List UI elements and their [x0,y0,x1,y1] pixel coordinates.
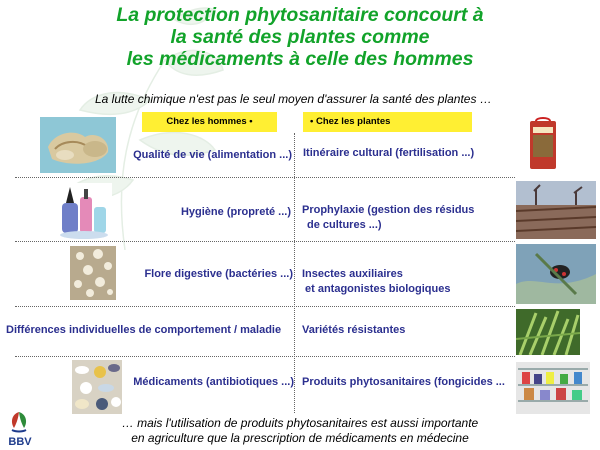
column-divider [294,133,295,413]
row-1-plantes: Itinéraire cultural (fertilisation ...) [303,147,475,159]
toiletries-photo-icon [56,183,112,241]
row-4-hommes: Différences individuelles de comportement / maladie [6,324,282,336]
row-divider [15,306,515,307]
row-2-plantes-line2: de cultures ...) [307,219,382,231]
vineyard-photo-icon [516,181,596,239]
row-1-hommes: Qualité de vie (alimentation ...) [133,149,292,161]
page-title [0,4,600,70]
title-line-1: La protection phytosanitaire concourt à [116,4,484,26]
row-4-plantes: Variétés résistantes [302,324,406,336]
subtitle: La lutte chimique n'est pas le seul moyen d'assurer la santé des plantes … [95,92,492,106]
bacteria-photo-icon [70,246,116,300]
row-2-plantes: Prophylaxie (gestion des résidus [302,204,475,216]
bread-photo-icon [40,117,116,173]
footer-note [0,416,600,446]
row-3-hommes: Flore digestive (bactéries ...) [144,268,293,280]
row-divider [15,356,515,357]
row-5-hommes: Médicaments (antibiotiques ...) [133,376,294,388]
pills-photo-icon [72,360,122,414]
footer-line-1: … mais l'utilisation de produits phytosanitaires est aussi importante [121,416,479,430]
fertilizer-bag-photo-icon [528,117,558,171]
row-3-plantes: Insectes auxiliaires [302,268,403,280]
bbv-logo-text: BBV [8,436,32,448]
row-5-plantes: Produits phytosanitaires (fongicides ... [302,376,505,388]
title-line-3: les médicaments à celle des hommes [126,48,474,70]
header-plantes: • Chez les plantes [303,112,472,132]
row-3-plantes-line2: et antagonistes biologiques [305,283,451,295]
row-divider [15,241,515,242]
header-hommes: Chez les hommes • [142,112,277,132]
footer-line-2: en agriculture que la prescription de médicaments en médecine [131,431,469,445]
row-divider [15,177,515,178]
wheat-photo-icon [516,309,580,355]
pharmacy-shelf-photo-icon [516,362,590,414]
title-line-2: la santé des plantes comme [170,26,430,48]
row-2-hommes: Hygiène (propreté ...) [180,206,291,218]
ladybird-photo-icon [516,244,596,304]
